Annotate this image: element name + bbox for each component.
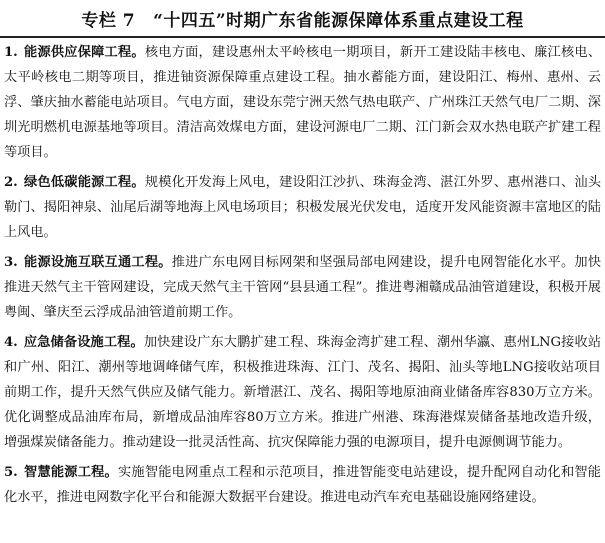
- project-item-2: [4, 170, 601, 245]
- item-text: 加快建设广东大鹏扩建工程、珠海金湾扩建工程、潮州华瀛、惠州LNG接收站和广州、阳江、潮州等地调峰储气库，积极推进珠海、江门、茂名、揭阳、汕头等地LNG接收站项目前期工作，提升天然气供应及储气能力。新增湛江、茂名、揭阳等地原油商业储备库容830万立方米。优化调整成品油库布局，新增成品油库容80万立方米。推进广州港、珠海港煤炭储备基地改造升级，增强煤炭储备能力。推动建设一批灵活性高、抗灾保障能力强的电源项目，提升电源侧调节能力。: [4, 335, 602, 450]
- item-heading: 能源供应保障工程。: [23, 45, 145, 60]
- item-text: 推进广东电网目标网架和坚强局部电网建设，提升电网智能化水平。加快推进天然气主干管网建设，完成天然气主干管网“县县通工程”。推进粤湘赣成品油管道建设，积极开展粤闽、肇庆至云浮成品油管道前期工作。: [4, 255, 602, 320]
- item-number: 1.: [4, 45, 18, 60]
- project-item-3: [4, 250, 601, 325]
- item-number: 3.: [4, 255, 18, 270]
- item-heading: 能源设施互联互通工程。: [23, 255, 172, 270]
- box-title-bar: [0, 0, 605, 38]
- project-item-4: [4, 330, 601, 455]
- box-title: “十四五”时期广东省能源保障体系重点建设工程: [153, 10, 524, 31]
- item-heading: 智慧能源工程。: [23, 465, 118, 480]
- item-number: 4.: [4, 335, 18, 350]
- item-number: 2.: [4, 175, 18, 190]
- item-heading: 绿色低碳能源工程。: [23, 175, 145, 190]
- item-text: 实施智能电网重点工程和示范项目，推进智能变电站建设，提升配网自动化和智能化水平，推进电网数字化平台和能源大数据平台建设。推进电动汽车充电基础设施网络建设。: [4, 465, 601, 505]
- project-item-1: [4, 40, 601, 165]
- project-item-5: [4, 460, 601, 510]
- item-text: 核电方面，建设惠州太平岭核电一期项目，新开工建设陆丰核电、廉江核电、太平岭核电二期等项目，推进铀资源保障重点建设工程。抽水蓄能方面，建设阳江、梅州、惠州、云浮、肇庆抽水蓄能电站项目。气电方面，建设东莞宁洲天然气热电联产、广州珠江天然气电厂二期、深圳光明燃机电源基地等项目。清洁高效煤电方面，建设河源电厂二期、江门新会双水热电联产扩建工程等项目。: [4, 45, 602, 160]
- box-body: [0, 38, 605, 510]
- item-text: 规模化开发海上风电，建设阳江沙扒、珠海金湾、湛江外罗、惠州港口、汕头勒门、揭阳神泉、汕尾后湖等地海上风电场项目；积极发展光伏发电，适度开发风能资源丰富地区的陆上风电。: [4, 175, 602, 240]
- item-heading: 应急储备设施工程。: [23, 335, 144, 350]
- box-label: 专栏 7: [81, 10, 136, 31]
- item-number: 5.: [4, 465, 18, 480]
